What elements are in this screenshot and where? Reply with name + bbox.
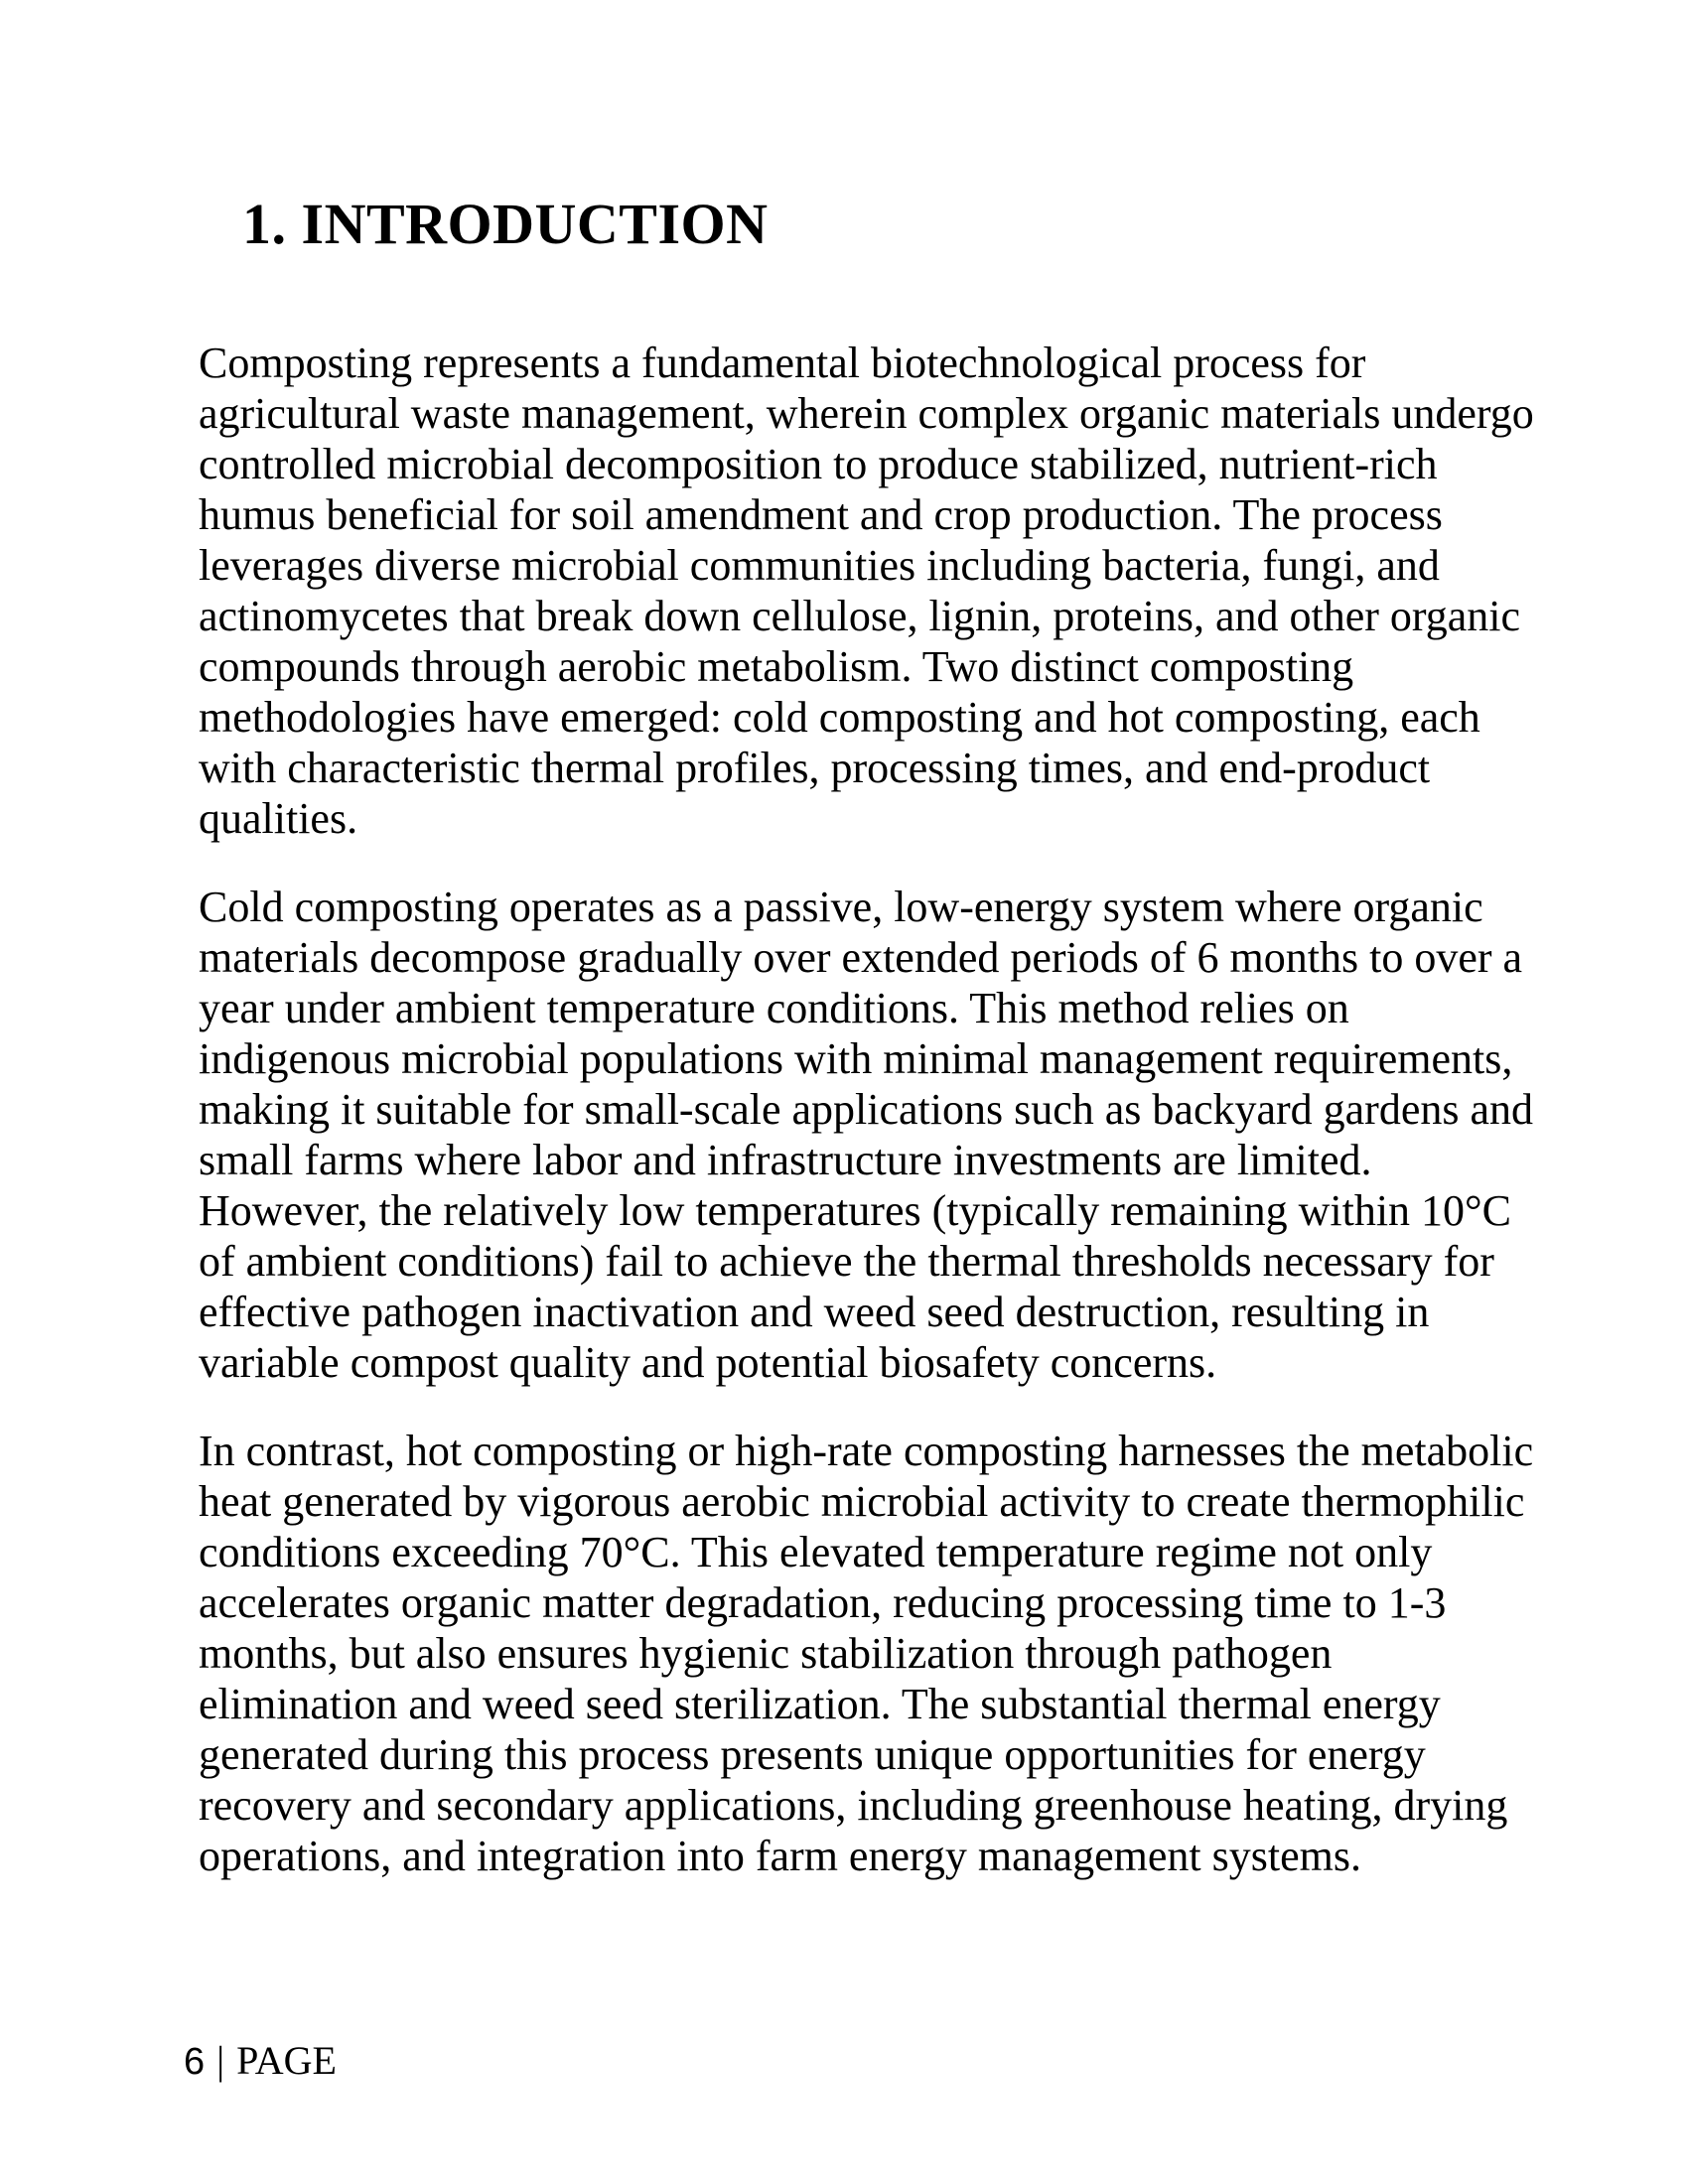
page-body <box>199 0 1534 1919</box>
section-heading: 1. INTRODUCTION <box>242 192 769 256</box>
footer-page-label: PAGE <box>236 2038 337 2083</box>
footer-separator: | <box>216 2038 225 2083</box>
paragraph-intro-composting: Composting represents a fundamental biotechnological process for agricultural waste management, wherein complex organic materials undergo controlled microbial decomposition to produce stabilized, nutrient-rich humus beneficial for soil amendment and crop production. The process leverages diverse microbial communities including bacteria, fungi, and actinomycetes that break down cellulose, lignin, proteins, and other organic compounds through aerobic metabolism. Two distinct composting methodologies have emerged: cold composting and hot composting, each with characteristic thermal profiles, processing times, and end-product qualities. <box>199 338 1534 843</box>
paragraph-hot-composting: In contrast, hot composting or high-rate composting harnesses the metabolic heat generated by vigorous aerobic microbial activity to create thermophilic conditions exceeding 70°C. This elevated temperature regime not only accelerates organic matter degradation, reducing processing time to 1-3 months, but also ensures hygienic stabilization through pathogen elimination and weed seed sterilization. The substantial thermal energy generated during this process presents unique opportunities for energy recovery and secondary applications, including greenhouse heating, drying operations, and integration into farm energy management systems. <box>199 1426 1534 1880</box>
page-footer <box>184 2037 337 2086</box>
paragraph-cold-composting: Cold composting operates as a passive, low-energy system where organic materials decompose gradually over extended periods of 6 months to over a year under ambient temperature conditions. This method relies on indigenous microbial populations with minimal management requirements, making it suitable for small-scale applications such as backyard gardens and small farms where labor and infrastructure investments are limited. However, the relatively low temperatures (typically remaining within 10°C of ambient conditions) fail to achieve the thermal thresholds necessary for effective pathogen inactivation and weed seed destruction, resulting in variable compost quality and potential biosafety concerns. <box>199 882 1534 1387</box>
footer-page-number: 6 <box>184 2041 206 2083</box>
